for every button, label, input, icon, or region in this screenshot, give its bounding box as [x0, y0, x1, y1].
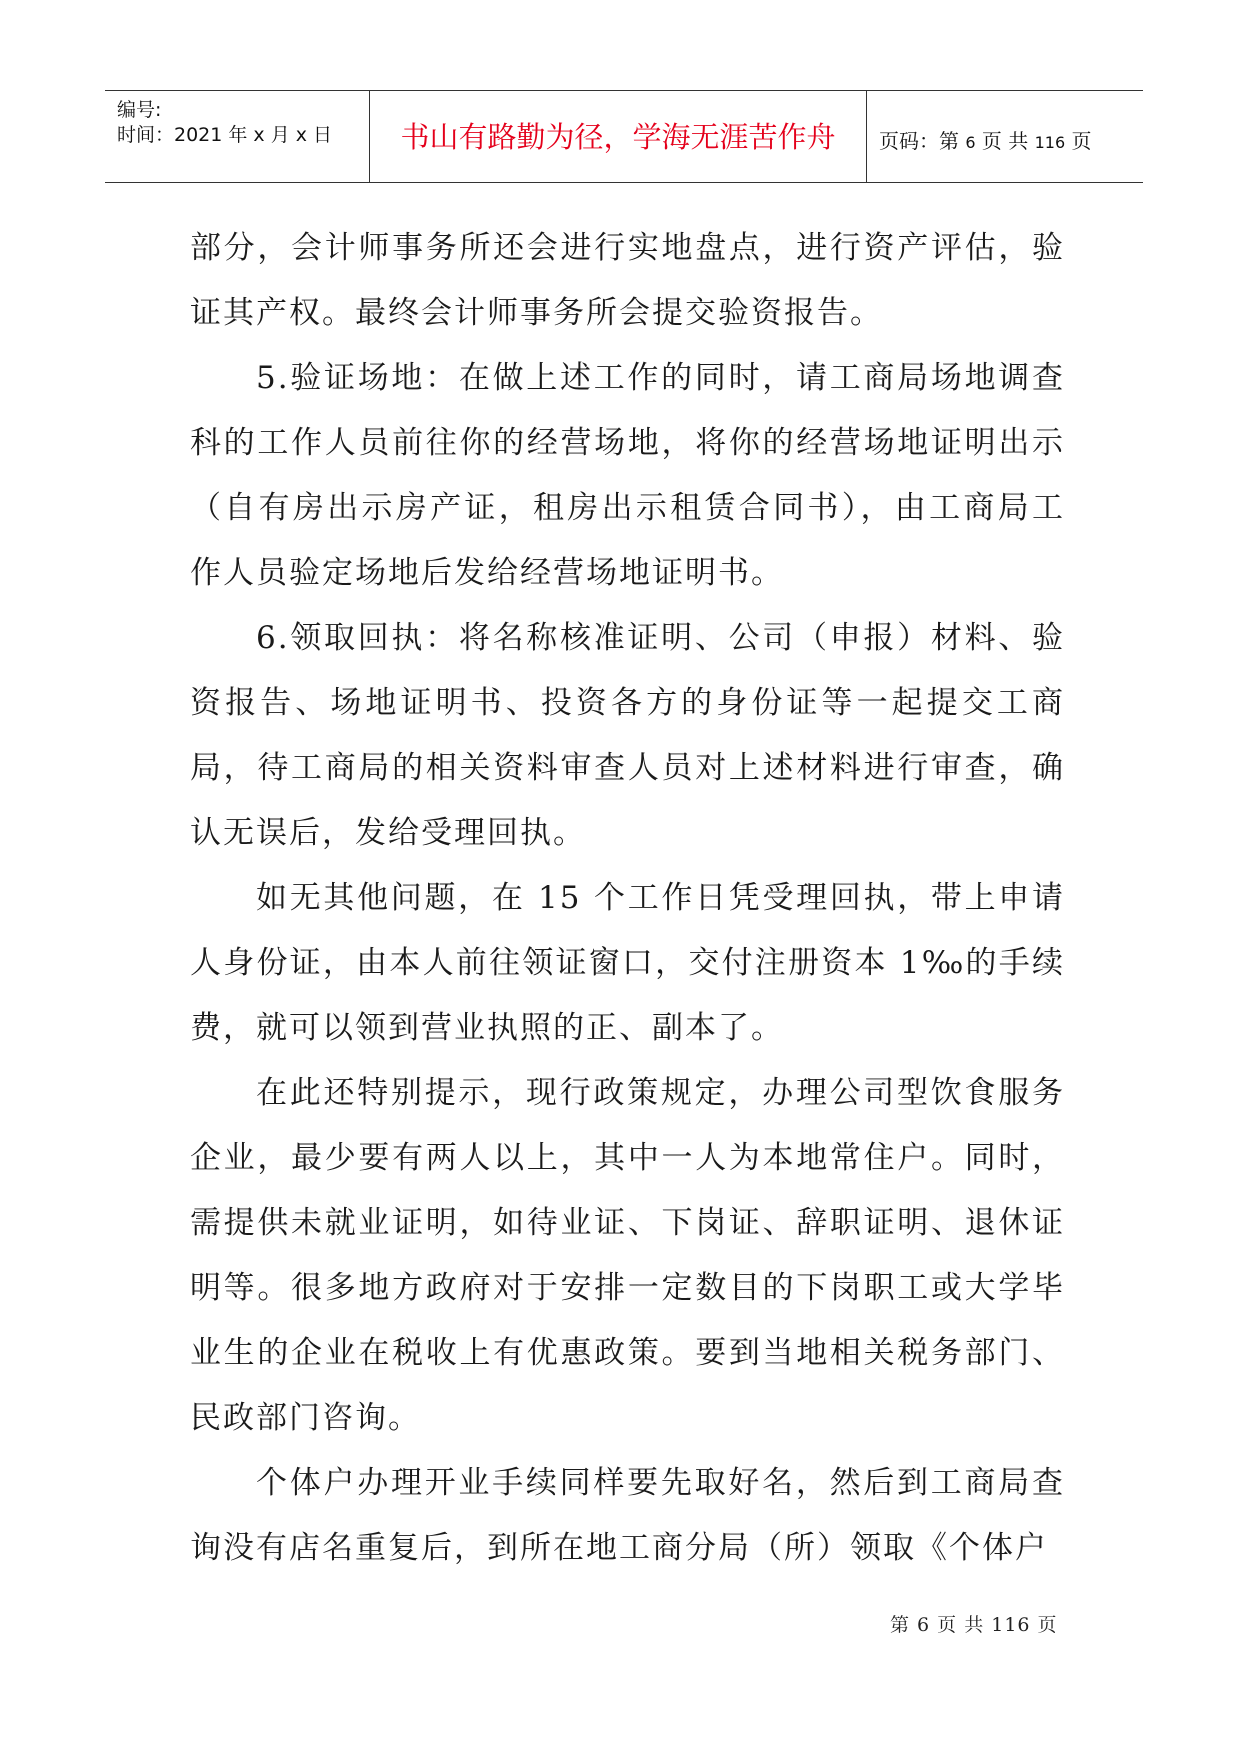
- header-motto-cell: [370, 91, 867, 182]
- page-prefix: 页码：第: [879, 129, 959, 153]
- page-current: 6: [965, 133, 976, 152]
- header-page-cell: [867, 91, 1143, 182]
- body-paragraph: 6.领取回执：将名称核准证明、公司（申报）材料、验资报告、场地证明书、投资各方的身份证等一起提交工商局，待工商局的相关资料审查人员对上述材料进行审查，确认无误后，发给受理回执。: [190, 620, 1065, 851]
- header-meta-cell: [105, 91, 370, 182]
- body-paragraph: 5.验证场地：在做上述工作的同时，请工商局场地调查科的工作人员前往你的经营场地，将你的经营场地证明出示（自有房出示房产证，租房出示租赁合同书），由工商局工作人员验定场地后发给经营场地证明书。: [190, 360, 1065, 591]
- body-paragraph: 如无其他问题，在 15 个工作日凭受理回执，带上申请人身份证，由本人前往领证窗口，交付注册资本 1‰的手续费，就可以领到营业执照的正、副本了。: [190, 880, 1065, 1046]
- page-footer: 第 6 页 共 116 页: [890, 1614, 1058, 1636]
- header-motto: 书山有路勤为径，学海无涯苦作舟: [400, 120, 836, 154]
- document-body: [190, 216, 1065, 1581]
- page-header: [105, 90, 1143, 183]
- document-time-label: 时间：2021 年 x 月 x 日: [117, 124, 333, 146]
- header-page-number: [879, 125, 1092, 154]
- body-paragraph: 个体户办理开业手续同样要先取好名，然后到工商局查询没有店名重复后，到所在地工商分局（所）领取《个体户: [190, 1465, 1065, 1566]
- page-total: 116: [1034, 133, 1066, 152]
- page-mid: 页 共: [981, 129, 1029, 153]
- body-paragraph: 部分，会计师事务所还会进行实地盘点，进行资产评估，验证其产权。最终会计师事务所会提交验资报告。: [190, 230, 1065, 331]
- body-paragraph: 在此还特别提示，现行政策规定，办理公司型饮食服务企业，最少要有两人以上，其中一人为本地常住户。同时，需提供未就业证明，如待业证、下岗证、辞职证明、退休证明等。很多地方政府对于安排一定数目的下岗职工或大学毕业生的企业在税收上有优惠政策。要到当地相关税务部门、民政部门咨询。: [190, 1075, 1065, 1436]
- page-suffix: 页: [1071, 129, 1092, 153]
- document-number-label: 编号:: [117, 99, 162, 121]
